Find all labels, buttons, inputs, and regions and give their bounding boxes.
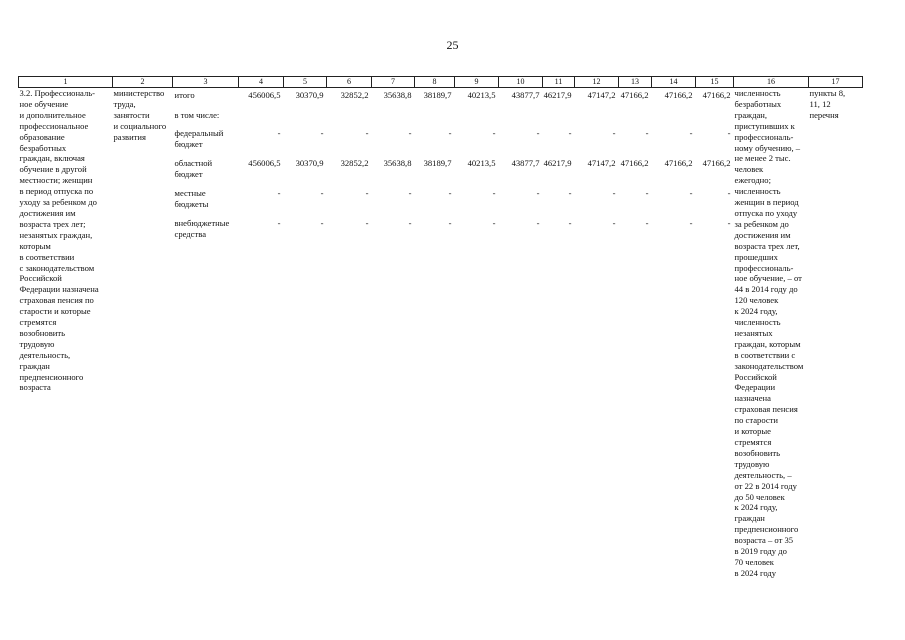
oblast-value: 456006,5 bbox=[248, 158, 281, 168]
extrabudget-value: - bbox=[492, 218, 496, 228]
executor-line: министерство bbox=[113, 88, 165, 98]
funding-oblast-label: бюджет bbox=[174, 169, 203, 179]
local-value: - bbox=[689, 188, 693, 198]
activity-name-line: Федерации назначена bbox=[19, 284, 99, 295]
activity-name-line: предпенсионного bbox=[19, 371, 84, 382]
activity-name-line: ное обучение bbox=[19, 98, 69, 109]
header-cell: 7 bbox=[372, 77, 415, 88]
indicator-line: в соответствии с bbox=[734, 349, 796, 360]
activity-name-line: старости и которые bbox=[19, 306, 91, 317]
total-value: 40213,5 bbox=[467, 90, 496, 100]
value-cell bbox=[696, 88, 734, 579]
extrabudget-value: - bbox=[536, 218, 540, 228]
activity-name-line: стремятся bbox=[19, 317, 57, 328]
indicator-cell bbox=[734, 88, 809, 579]
indicator-line: не менее 2 тыс. bbox=[734, 153, 791, 164]
funding-federal-label: бюджет bbox=[174, 139, 203, 149]
oblast-value: 47166,2 bbox=[702, 158, 731, 168]
header-cell: 3 bbox=[173, 77, 239, 88]
local-value: - bbox=[365, 188, 369, 198]
indicator-line: назначена bbox=[734, 393, 771, 404]
activity-name-line: возраста bbox=[19, 382, 51, 393]
header-cell: 14 bbox=[652, 77, 696, 88]
header-cell: 1 bbox=[19, 77, 113, 88]
indicator-line: Российской bbox=[734, 371, 777, 382]
header-cell: 11 bbox=[543, 77, 575, 88]
activity-name-line: достижения им bbox=[19, 207, 76, 218]
header-cell: 2 bbox=[113, 77, 173, 88]
header-cell: 17 bbox=[809, 77, 863, 88]
header-cell: 13 bbox=[619, 77, 652, 88]
federal-value: - bbox=[408, 128, 412, 138]
activity-name-line: местности; женщин bbox=[19, 175, 93, 186]
extrabudget-value: - bbox=[612, 218, 616, 228]
oblast-value: 40213,5 bbox=[467, 158, 496, 168]
federal-value: - bbox=[536, 128, 540, 138]
indicator-line: человек bbox=[734, 164, 764, 175]
indicator-line: страховая пенсия bbox=[734, 404, 798, 415]
value-cell bbox=[284, 88, 327, 579]
indicator-line: прошедших bbox=[734, 251, 778, 262]
indicator-line: численность bbox=[734, 186, 781, 197]
header-cell: 16 bbox=[734, 77, 809, 88]
oblast-value: 47166,2 bbox=[664, 158, 693, 168]
indicator-line: в 2024 году bbox=[734, 567, 777, 578]
indicator-line: от 22 в 2014 году bbox=[734, 480, 797, 491]
indicator-line: безработных bbox=[734, 98, 782, 109]
activity-name-line: деятельность, bbox=[19, 349, 71, 360]
extrabudget-value: - bbox=[448, 218, 452, 228]
activity-name-line: Российской bbox=[19, 273, 62, 284]
activity-name-line: образование bbox=[19, 131, 65, 142]
indicator-line: по старости bbox=[734, 415, 779, 426]
extrabudget-value: - bbox=[689, 218, 693, 228]
funding-extrabudget-label: внебюджетные bbox=[174, 218, 230, 228]
header-cell: 12 bbox=[575, 77, 619, 88]
value-cell bbox=[652, 88, 696, 579]
oblast-value: 47166,2 bbox=[620, 158, 649, 168]
value-cell bbox=[372, 88, 415, 579]
value-cell bbox=[499, 88, 543, 579]
funding-source-cell bbox=[173, 88, 239, 579]
header-cell: 6 bbox=[327, 77, 372, 88]
header-cell: 9 bbox=[455, 77, 499, 88]
indicator-line: ному обучению, – bbox=[734, 142, 801, 153]
local-value: - bbox=[448, 188, 452, 198]
activity-name-line: и дополнительное bbox=[19, 109, 86, 120]
value-cell bbox=[239, 88, 284, 579]
local-value: - bbox=[727, 188, 731, 198]
indicator-line: и которые bbox=[734, 426, 771, 437]
federal-value: - bbox=[365, 128, 369, 138]
value-cell bbox=[415, 88, 455, 579]
funding-total-label: итого bbox=[174, 90, 195, 100]
value-cell bbox=[575, 88, 619, 579]
federal-value: - bbox=[689, 128, 693, 138]
activity-name-line: возобновить bbox=[19, 327, 66, 338]
local-value: - bbox=[408, 188, 412, 198]
indicator-line: предпенсионного bbox=[734, 524, 799, 535]
header-row bbox=[19, 77, 863, 88]
oblast-value: 43877,7 bbox=[511, 158, 540, 168]
activity-name-line: граждан bbox=[19, 360, 50, 371]
activity-name-line: уходу за ребенком до bbox=[19, 197, 97, 208]
value-cell bbox=[619, 88, 652, 579]
indicator-line: к 2024 году, bbox=[734, 502, 778, 513]
activity-name-line: с законодательством bbox=[19, 262, 95, 273]
total-value: 47147,2 bbox=[587, 90, 616, 100]
extrabudget-value: - bbox=[365, 218, 369, 228]
indicator-line: трудовую bbox=[734, 458, 770, 469]
indicator-line: женщин в период bbox=[734, 197, 799, 208]
reference-line: пункты 8, bbox=[809, 88, 846, 98]
indicator-line: 70 человек bbox=[734, 556, 774, 567]
total-value: 47166,2 bbox=[620, 90, 649, 100]
federal-value: - bbox=[492, 128, 496, 138]
value-cell bbox=[327, 88, 372, 579]
value-cell bbox=[455, 88, 499, 579]
federal-value: - bbox=[612, 128, 616, 138]
extrabudget-value: - bbox=[277, 218, 281, 228]
extrabudget-value: - bbox=[408, 218, 412, 228]
total-value: 46217,9 bbox=[543, 90, 572, 100]
indicator-line: профессиональ- bbox=[734, 262, 794, 273]
oblast-value: 30370,9 bbox=[295, 158, 324, 168]
indicator-line: возраста трех лет, bbox=[734, 240, 800, 251]
executor-line: занятости bbox=[113, 109, 150, 120]
executor-line: развития bbox=[113, 131, 146, 142]
indicator-line: за ребенком до bbox=[734, 218, 789, 229]
indicator-line: профессиональ- bbox=[734, 131, 794, 142]
indicator-line: ное обучение, – от bbox=[734, 273, 802, 284]
total-value: 35638,8 bbox=[383, 90, 412, 100]
indicator-line: 120 человек bbox=[734, 295, 779, 306]
indicator-line: численность bbox=[734, 317, 781, 328]
indicator-line: возраста – от 35 bbox=[734, 535, 794, 546]
header-cell: 10 bbox=[499, 77, 543, 88]
activity-name-line: возраста трех лет; bbox=[19, 218, 86, 229]
extrabudget-value: - bbox=[645, 218, 649, 228]
executor-cell bbox=[113, 88, 173, 579]
reference-cell bbox=[809, 88, 863, 579]
extrabudget-value: - bbox=[568, 218, 572, 228]
federal-value: - bbox=[320, 128, 324, 138]
indicator-line: ежегодно; bbox=[734, 175, 771, 186]
activity-name-line: граждан, включая bbox=[19, 153, 85, 164]
indicator-line: граждан bbox=[734, 513, 765, 524]
total-value: 456006,5 bbox=[248, 90, 281, 100]
indicator-line: незанятых bbox=[734, 327, 773, 338]
federal-value: - bbox=[568, 128, 572, 138]
indicator-line: отпуска по уходу bbox=[734, 207, 798, 218]
funding-local-label: местные bbox=[174, 188, 206, 198]
federal-value: - bbox=[645, 128, 649, 138]
indicator-line: 44 в 2014 году до bbox=[734, 284, 798, 295]
indicator-line: возобновить bbox=[734, 447, 781, 458]
program-table bbox=[18, 76, 863, 579]
activity-name-line: безработных bbox=[19, 142, 67, 153]
activity-name-cell bbox=[19, 88, 113, 579]
header-cell: 15 bbox=[696, 77, 734, 88]
page-number: 25 bbox=[446, 38, 459, 52]
indicator-line: стремятся bbox=[734, 437, 772, 447]
extrabudget-value: - bbox=[320, 218, 324, 228]
indicator-line: до 50 человек bbox=[734, 491, 785, 502]
reference-line: перечня bbox=[809, 109, 839, 120]
indicator-line: деятельность, – bbox=[734, 469, 792, 480]
indicator-line: Федерации bbox=[734, 382, 776, 393]
local-value: - bbox=[277, 188, 281, 198]
activity-name-line: которым bbox=[19, 240, 51, 251]
oblast-value: 47147,2 bbox=[587, 158, 616, 168]
funding-including-label: в том числе: bbox=[174, 110, 220, 120]
activity-name-line: страховая пенсия по bbox=[19, 295, 94, 306]
federal-value: - bbox=[277, 128, 281, 138]
funding-local-label: бюджеты bbox=[174, 199, 209, 209]
oblast-value: 46217,9 bbox=[543, 158, 572, 168]
activity-name-line: в период отпуска по bbox=[19, 186, 94, 197]
reference-line: 11, 12 bbox=[809, 98, 831, 109]
extrabudget-value: - bbox=[727, 218, 731, 228]
federal-value: - bbox=[448, 128, 452, 138]
indicator-line: к 2024 году, bbox=[734, 306, 778, 317]
indicator-line: законодательством bbox=[734, 360, 804, 371]
header-cell: 4 bbox=[239, 77, 284, 88]
indicator-line: граждан, которым bbox=[734, 338, 801, 349]
funding-extrabudget-label: средства bbox=[174, 229, 207, 239]
local-value: - bbox=[320, 188, 324, 198]
activity-name-line: в соответствии bbox=[19, 251, 75, 262]
indicator-line: численность bbox=[734, 88, 781, 98]
executor-line: и социального bbox=[113, 120, 167, 131]
indicator-line: достижения им bbox=[734, 229, 791, 240]
total-value: 30370,9 bbox=[295, 90, 324, 100]
oblast-value: 35638,8 bbox=[383, 158, 412, 168]
indicator-line: в 2019 году до bbox=[734, 546, 787, 557]
activity-name-line: трудовую bbox=[19, 338, 55, 349]
total-value: 47166,2 bbox=[664, 90, 693, 100]
indicator-line: приступивших к bbox=[734, 120, 795, 131]
header-cell: 5 bbox=[284, 77, 327, 88]
header-cell: 8 bbox=[415, 77, 455, 88]
federal-value: - bbox=[727, 128, 731, 138]
executor-line: труда, bbox=[113, 98, 136, 109]
total-value: 47166,2 bbox=[702, 90, 731, 100]
local-value: - bbox=[612, 188, 616, 198]
activity-name-line: 3.2. Профессиональ- bbox=[19, 88, 96, 98]
local-value: - bbox=[492, 188, 496, 198]
funding-federal-label: федеральный bbox=[174, 128, 224, 138]
local-value: - bbox=[568, 188, 572, 198]
value-cell bbox=[543, 88, 575, 579]
total-value: 43877,7 bbox=[511, 90, 540, 100]
local-value: - bbox=[536, 188, 540, 198]
activity-name-line: незанятых граждан, bbox=[19, 229, 93, 240]
oblast-value: 38189,7 bbox=[423, 158, 452, 168]
activity-name-line: профессиональное bbox=[19, 120, 89, 131]
oblast-value: 32852,2 bbox=[340, 158, 369, 168]
total-value: 32852,2 bbox=[340, 90, 369, 100]
table-row bbox=[19, 88, 863, 579]
total-value: 38189,7 bbox=[423, 90, 452, 100]
local-value: - bbox=[645, 188, 649, 198]
indicator-line: граждан, bbox=[734, 109, 768, 120]
funding-oblast-label: областной bbox=[174, 158, 213, 168]
activity-name-line: обучение в другой bbox=[19, 164, 87, 175]
